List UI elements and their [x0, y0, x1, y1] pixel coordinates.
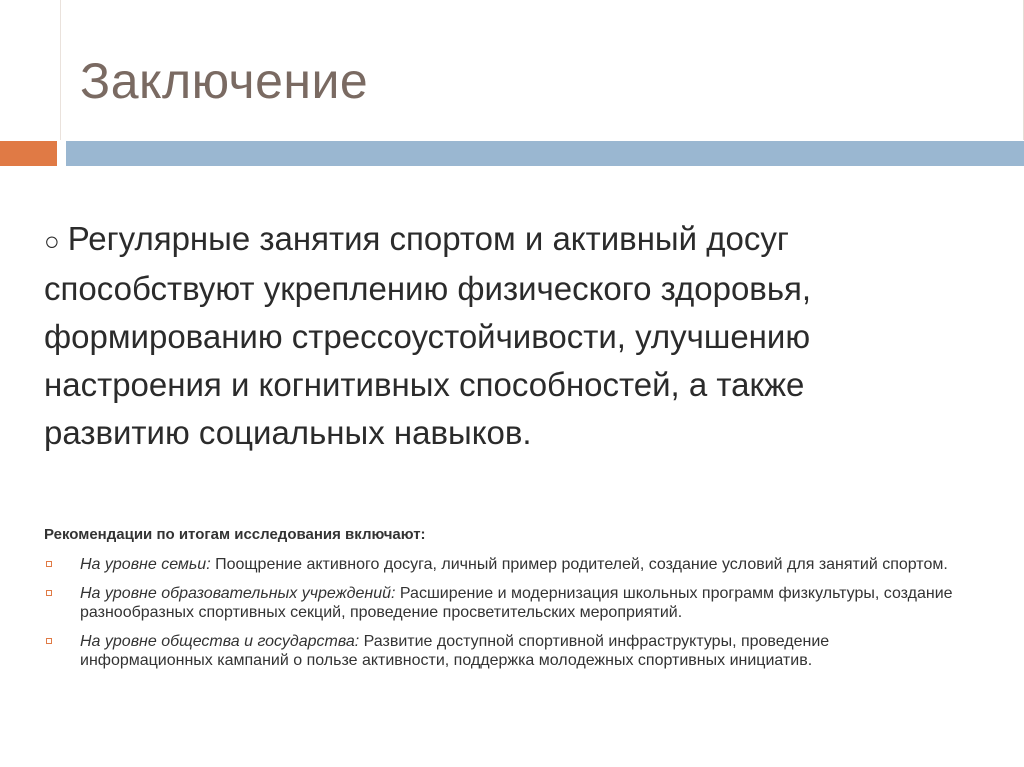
recommendation-label: На уровне образовательных учреждений: — [80, 585, 396, 602]
recommendation-text: Развитие доступной спортивной инфраструктуры, проведение информационных кампаний о пользе активности, поддержка молодежных спортивных инициатив. — [80, 633, 830, 669]
recommendation-text: Поощрение активного досуга, личный пример родителей, создание условий для занятий спортом. — [210, 556, 948, 573]
title-frame-line — [60, 0, 61, 140]
accent-bar-orange — [0, 141, 57, 166]
square-bullet-icon — [46, 590, 52, 596]
recommendation-label: На уровне общества и государства: — [80, 633, 360, 650]
list-item — [44, 555, 964, 574]
main-paragraph-text: Регулярные занятия спортом и активный досуг способствуют укреплению физического здоровья, формированию стрессоустойчивости, улучшению настроения и когнитивных способностей, а также развитию социальных навыков. — [44, 220, 812, 451]
main-paragraph — [44, 215, 944, 457]
recommendation-text: Расширение и модернизация школьных программ физкультуры, создание разнообразных спортивных секций, проведение просветительских мероприятий. — [80, 585, 953, 621]
accent-bar-blue — [66, 141, 1024, 166]
circle-bullet-icon: ○ — [44, 226, 60, 256]
recommendations-heading: Рекомендации по итогам исследования включают: — [44, 526, 426, 543]
square-bullet-icon — [46, 638, 52, 644]
recommendation-label: На уровне семьи: — [80, 556, 211, 573]
recommendations-list — [44, 555, 964, 680]
list-item — [44, 584, 964, 622]
list-item — [44, 632, 964, 670]
square-bullet-icon — [46, 561, 52, 567]
slide-title: Заключение — [80, 53, 369, 109]
